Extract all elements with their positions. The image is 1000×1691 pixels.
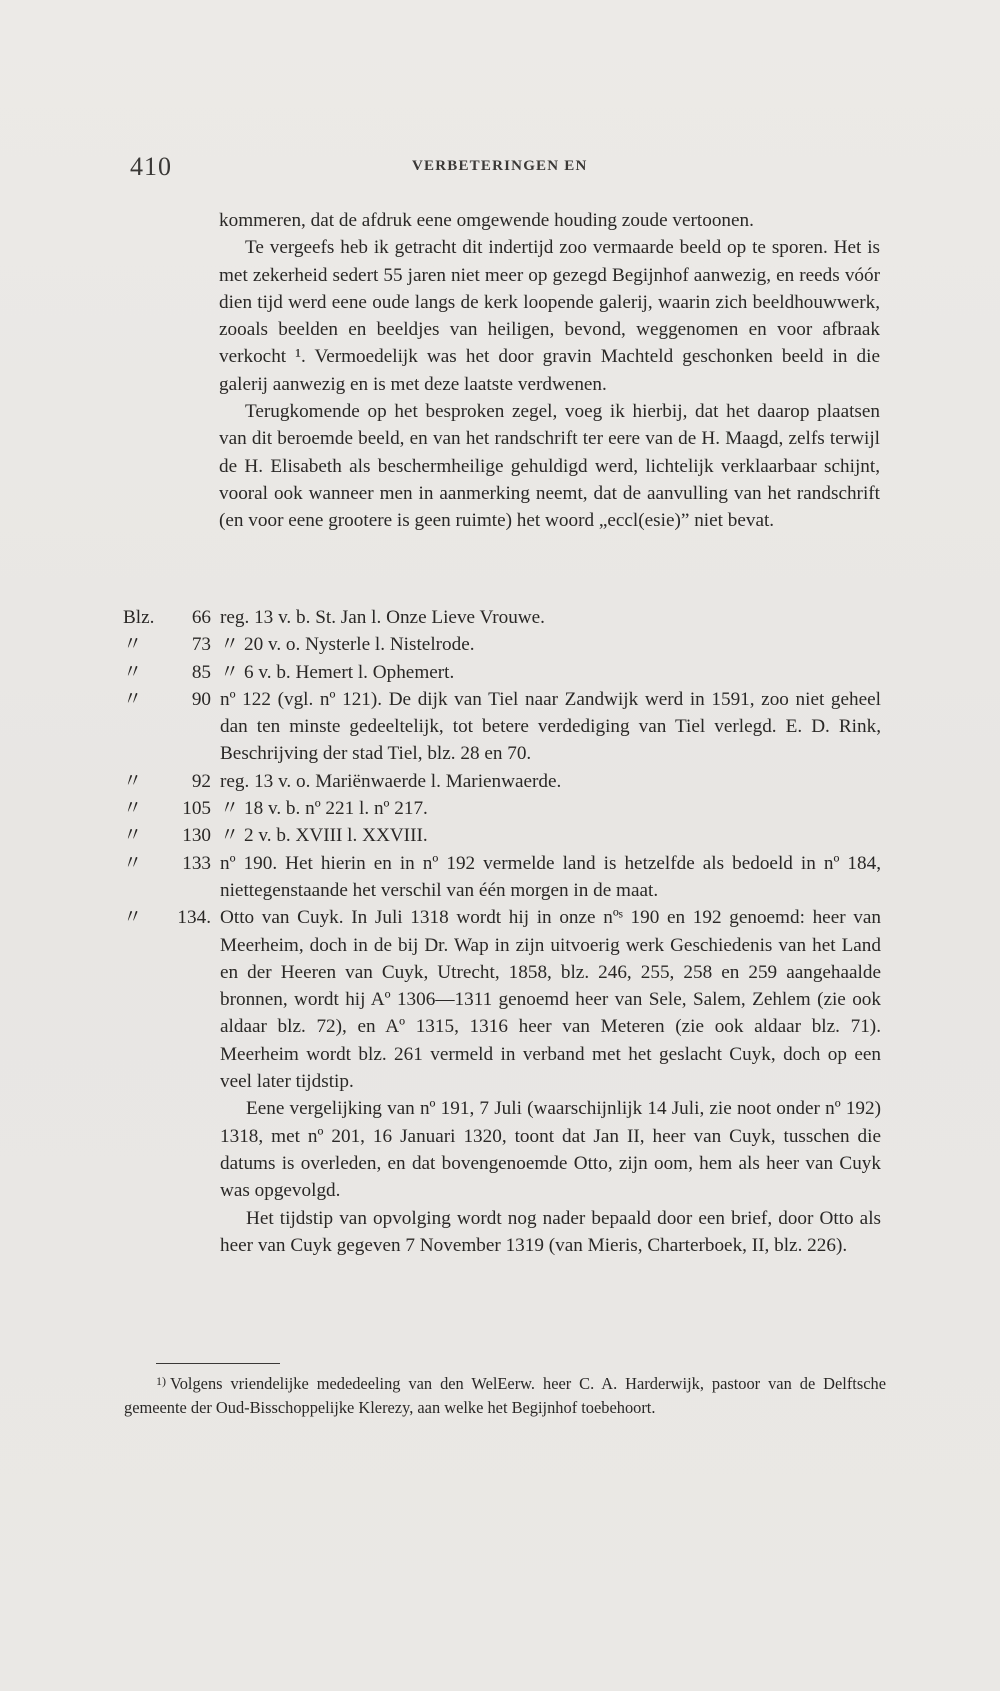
entry-page: 133 [182,852,211,874]
entry-label: 〃 [123,852,143,874]
entry-text [220,904,881,1259]
entry-paragraph: Eene vergelijking van nº 191, 7 Juli (waarschijnlijk 14 Juli, zie noot onder nº 192) 1318, met nº 201, 16 Januari 1320, toont dat Jan II, heer van Cuyk, tusschen die datums is overleden, en dat bovengenoemde Otto, zijn oom, hem als heer van Cuyk was opgevolgd. [220,1098,881,1202]
correction-entry [123,904,881,1259]
entry-label: 〃 [123,634,143,656]
entry-label: 〃 [123,825,143,847]
entry-text: 〃 20 v. o. Nysterle l. Nistelrode. [220,634,475,656]
running-head: VERBETERINGEN EN [412,158,588,174]
entry-reference [123,604,220,631]
correction-entry [123,686,881,768]
entry-text: nº 190. Het hierin en in nº 192 vermelde land is hetzelfde als bedoeld in nº 184, niettegenstaande het verschil van één morgen in de maat. [220,852,881,901]
correction-entry [123,659,881,686]
corrections-list [123,604,881,1259]
footnote-text: Volgens vriendelijke mededeeling van den WelEerw. heer C. A. Harderwijk, pastoor van de Delftsche gemeente der Oud-Bisschoppelijke Klerezy, aan welke het Begijnhof toebehoort. [124,1374,886,1417]
entry-page: 73 [191,634,211,656]
entry-text: 〃 2 v. b. XVIII l. XXVIII. [220,825,428,847]
entry-page: 85 [191,661,211,683]
entry-reference [123,850,220,905]
body-paragraph: Te vergeefs heb ik getracht dit indertijd zoo vermaarde beeld op te sporen. Het is met zekerheid sedert 55 jaren niet meer op gezegd Begijnhof aanwezig, en reeds vóór dien tijd werd eene oude langs de kerk loopende galerij, waarin zich beeldhouwwerk, zooals beelden en beeldjes van heiligen, bevond, weggenomen en voor afbraak verkocht ¹. Vermoedelijk was het door gravin Machteld geschonken beeld in die galerij aanwezig en is met deze laatste verdwenen. [219,237,880,395]
entry-reference [123,631,220,658]
entry-label: 〃 [123,688,143,710]
entry-paragraph: Otto van Cuyk. In Juli 1318 wordt hij in onze nºˢ 190 en 192 genoemd: heer van Meerheim, doch in de bij Dr. Wap in zijn uitvoerig werk Geschiedenis van het Land en der Heeren van Cuyk, Utrecht, 1858, blz. 246, 255, 258 en 259 aangehaalde bronnen, wordt hij Aº 1306—1311 genoemd heer van Sele, Salem, Zehlem (zie ook aldaar blz. 72), en Aº 1315, 1316 heer van Meteren (zie ook aldaar blz. 71). Meerheim wordt blz. 261 vermeld in verband met het geslacht Cuyk, doch op een veel later tijdstip. [220,907,881,1093]
footnote-marker: 1) [156,1374,166,1388]
page-number: 410 [130,152,172,181]
footnote-divider [156,1363,280,1364]
body-text [219,207,880,535]
entry-text: nº 122 (vgl. nº 121). De dijk van Tiel naar Zandwijk werd in 1591, zoo niet geheel dan ten minste gedeeltelijk, tot betere verdediging van Tiel verlegd. E. D. Rink, Beschrijving der stad Tiel, blz. 28 en 70. [220,688,881,765]
body-paragraph: Terugkomende op het besproken zegel, voeg ik hierbij, dat het daarop plaatsen van dit beroemde beeld, en van het randschrift ter eere van de H. Maagd, zelfs terwijl de H. Elisabeth als beschermheilige gehuldigd werd, lichtelijk verklaarbaar schijnt, vooral ook wanneer men in aanmerking neemt, dat de aanvulling van het randschrift (en voor eene grootere is geen ruimte) het woord „eccl(esie)” niet bevat. [219,401,880,532]
correction-entry [123,768,881,795]
footnote [124,1370,886,1419]
entry-text: reg. 13 v. o. Mariënwaerde l. Marienwaerde. [220,770,562,792]
entry-reference [123,659,220,686]
correction-entry [123,631,881,658]
entry-label: 〃 [123,907,143,929]
entry-text: 〃 6 v. b. Hemert l. Ophemert. [220,661,455,683]
correction-entry [123,850,881,905]
entry-page: 90 [191,688,211,710]
correction-entry [123,795,881,822]
body-paragraph: kommeren, dat de afdruk eene omgewende houding zoude vertoonen. [219,210,754,231]
entry-text: 〃 18 v. b. nº 221 l. nº 217. [220,798,428,820]
entry-text: reg. 13 v. b. St. Jan l. Onze Lieve Vrouwe. [220,607,545,628]
entry-page: 66 [191,607,211,628]
entry-label: 〃 [123,798,143,820]
entry-page: 134. [177,907,211,929]
correction-entry [123,604,881,631]
entry-reference [123,904,220,1259]
correction-entry [123,822,881,849]
entry-reference [123,822,220,849]
entry-label: 〃 [123,661,143,683]
entry-reference [123,795,220,822]
entry-page: 92 [191,770,211,792]
entry-reference [123,686,220,768]
entry-paragraph: Het tijdstip van opvolging wordt nog nader bepaald door een brief, door Otto als heer van Cuyk gegeven 7 November 1319 (van Mieris, Charterboek, II, blz. 226). [220,1207,881,1256]
entry-label: Blz. [123,607,155,628]
entry-reference [123,768,220,795]
entry-page: 105 [182,798,211,820]
entry-page: 130 [182,825,211,847]
entry-label: 〃 [123,770,143,792]
page-header [130,150,870,190]
